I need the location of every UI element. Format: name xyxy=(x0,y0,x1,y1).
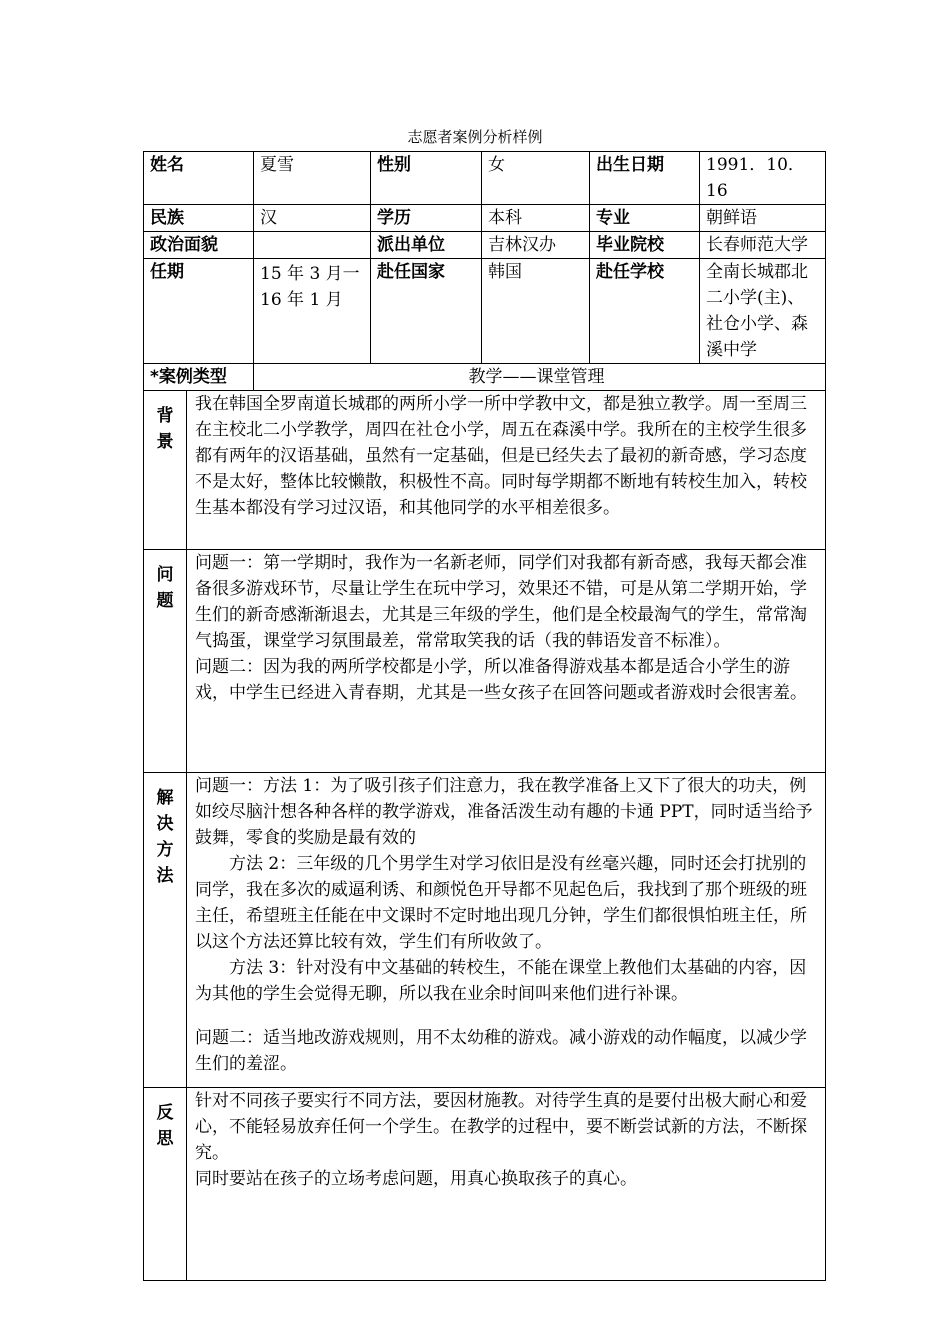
birth-label: 出生日期 xyxy=(590,152,700,205)
education-value: 本科 xyxy=(482,205,590,232)
problem-label-char: 问 xyxy=(156,565,174,585)
row-basic-1 xyxy=(144,152,826,205)
solution-label-char: 解 xyxy=(156,788,174,808)
problem-label xyxy=(144,550,187,773)
solution-label-char: 决 xyxy=(156,814,174,834)
problem-content xyxy=(187,550,826,773)
reflection-paragraph: 针对不同孩子要实行不同方法，要因材施教。对待学生真的是要付出极大耐心和爱心，不能轻易放弃任何一个学生。在教学的过程中，要不断尝试新的方法，不断探究。 xyxy=(195,1091,807,1163)
name-value: 夏雪 xyxy=(254,152,371,205)
solution-label-char: 方 xyxy=(156,840,174,860)
case-type-value: 教学——课堂管理 xyxy=(254,364,826,391)
major-value: 朝鲜语 xyxy=(700,205,826,232)
school-label: 毕业院校 xyxy=(590,232,700,259)
background-label-char: 景 xyxy=(156,432,174,452)
row-problem xyxy=(144,550,826,773)
solution-paragraph: 方法 3：针对没有中文基础的转校生，不能在课堂上教他们太基础的内容，因为其他的学生会觉得无聊，所以我在业余时间叫来他们进行补课。 xyxy=(195,958,807,1004)
name-label: 姓名 xyxy=(144,152,254,205)
assigned-school-label: 赴任学校 xyxy=(590,259,700,364)
gender-value: 女 xyxy=(482,152,590,205)
row-solution xyxy=(144,773,826,1088)
country-label: 赴任国家 xyxy=(371,259,482,364)
case-type-label: *案例类型 xyxy=(144,364,254,391)
row-reflection xyxy=(144,1088,826,1281)
row-basic-3 xyxy=(144,232,826,259)
solution-content xyxy=(187,773,826,1088)
term-value xyxy=(254,259,371,364)
paragraph-gap xyxy=(195,1007,817,1025)
problem-label-char: 题 xyxy=(156,591,174,611)
dispatch-label: 派出单位 xyxy=(371,232,482,259)
case-form-table xyxy=(143,151,826,1281)
term-label: 任期 xyxy=(144,259,254,364)
reflection-label xyxy=(144,1088,187,1281)
gender-label: 性别 xyxy=(371,152,482,205)
problem-paragraph: 问题一：第一学期时，我作为一名新老师，同学们对我都有新奇感，我每天都会准备很多游戏环节，尽量让学生在玩中学习，效果还不错，可是从第二学期开始，学生们的新奇感渐渐退去，尤其是三年级的学生，他们是全校最淘气的学生，常常淘气捣蛋，课堂学习氛围最差，常常取笑我的话（我的韩语发音不标准）。 xyxy=(195,553,807,651)
major-label: 专业 xyxy=(590,205,700,232)
row-case-type xyxy=(144,364,826,391)
reflection-content xyxy=(187,1088,826,1281)
solution-paragraph: 问题一：方法 1：为了吸引孩子们注意力，我在教学准备上又下了很大的功夫，例如绞尽脑汁想各种各样的教学游戏，准备活泼生动有趣的卡通 PPT，同时适当给予鼓舞，零食的奖励是最有效的 xyxy=(195,776,813,848)
reflection-label-char: 思 xyxy=(156,1129,174,1149)
solution-label-char: 法 xyxy=(156,866,174,886)
background-label-char: 背 xyxy=(156,406,174,426)
row-term xyxy=(144,259,826,364)
political-label: 政治面貌 xyxy=(144,232,254,259)
background-label xyxy=(144,391,187,550)
birth-value: 1991．10．16 xyxy=(700,152,826,205)
ethnicity-label: 民族 xyxy=(144,205,254,232)
school-value: 长春师范大学 xyxy=(700,232,826,259)
document-title: 志愿者案例分析样例 xyxy=(407,128,543,146)
political-value xyxy=(254,232,371,259)
row-background xyxy=(144,391,826,550)
background-content xyxy=(187,391,826,550)
reflection-paragraph: 同时要站在孩子的立场考虑问题，用真心换取孩子的真心。 xyxy=(195,1169,637,1189)
education-label: 学历 xyxy=(371,205,482,232)
reflection-label-char: 反 xyxy=(156,1103,174,1123)
row-basic-2 xyxy=(144,205,826,232)
background-paragraph: 我在韩国全罗南道长城郡的两所小学一所中学教中文，都是独立教学。周一至周三在主校北二小学教学，周四在社仓小学，周五在森溪中学。我所在的主校学生很多都有两年的汉语基础，虽然有一定基础，但是已经失去了最初的新奇感，学习态度不是太好，整体比较懒散，积极性不高。同时每学期都不断地有转校生加入，转校生基本都没有学习过汉语，和其他同学的水平相差很多。 xyxy=(195,394,807,518)
ethnicity-value: 汉 xyxy=(254,205,371,232)
problem-paragraph: 问题二：因为我的两所学校都是小学，所以准备得游戏基本都是适合小学生的游戏，中学生已经进入青春期，尤其是一些女孩子在回答问题或者游戏时会很害羞。 xyxy=(195,657,807,703)
solution-label xyxy=(144,773,187,1088)
term-line-2: 16 年 1 月 xyxy=(260,290,343,310)
solution-paragraph: 问题二：适当地改游戏规则，用不太幼稚的游戏。减小游戏的动作幅度，以减少学生们的羞涩。 xyxy=(195,1028,807,1074)
term-line-1: 15 年 3 月一 xyxy=(260,264,360,284)
assigned-school-value: 全南长城郡北二小学(主)、社仓小学、森溪中学 xyxy=(700,259,826,364)
solution-paragraph: 方法 2：三年级的几个男学生对学习依旧是没有丝毫兴趣，同时还会打扰别的同学，我在多次的威逼利诱、和颜悦色开导都不见起色后，我找到了那个班级的班主任，希望班主任能在中文课时不定时地出现几分钟，学生们都很惧怕班主任，所以这个方法还算比较有效，学生们有所收敛了。 xyxy=(195,854,807,952)
country-value: 韩国 xyxy=(482,259,590,364)
dispatch-value: 吉林汉办 xyxy=(482,232,590,259)
